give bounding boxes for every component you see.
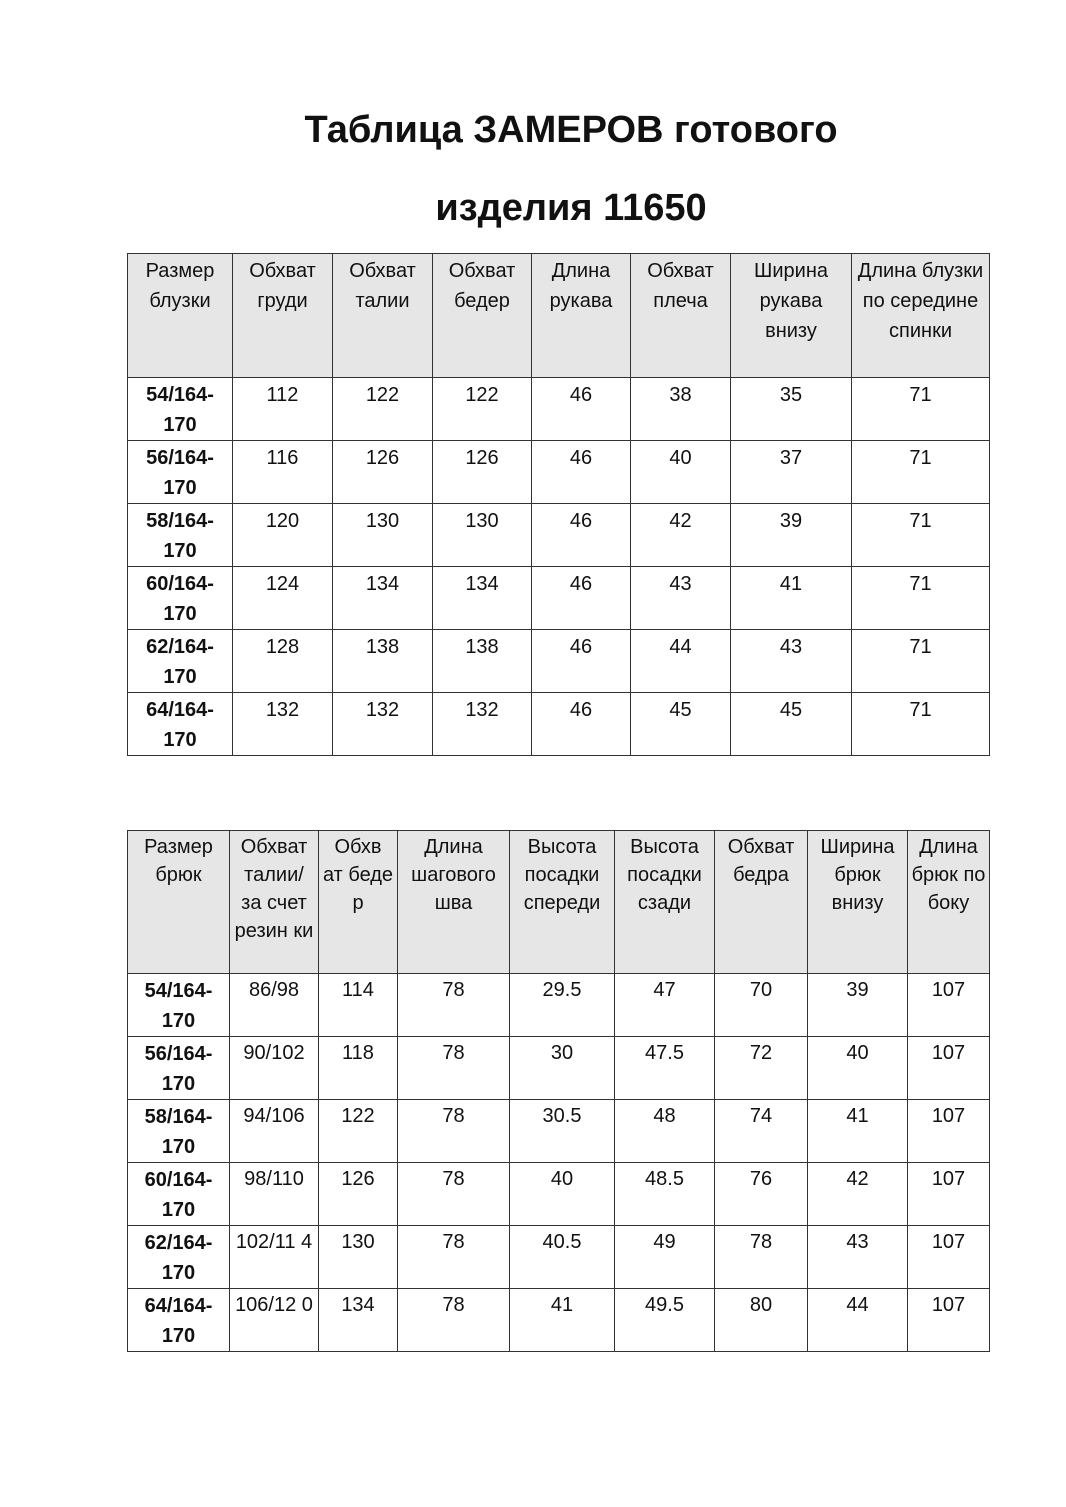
measurement-cell: 107 [908,1226,990,1289]
table-row [128,1289,990,1352]
column-header: Обхват талии/ за счет резин ки [230,831,319,974]
measurement-cell: 30.5 [510,1100,615,1163]
measurement-cell: 132 [333,693,433,756]
measurement-cell: 78 [715,1226,808,1289]
column-header: Размер блузки [128,254,233,378]
measurement-cell: 122 [319,1100,398,1163]
measurement-cell: 71 [852,693,990,756]
column-header: Ширина брюк внизу [808,831,908,974]
column-header: Обхв ат беде р [319,831,398,974]
measurement-cell: 138 [433,630,532,693]
measurement-cell: 132 [233,693,333,756]
measurement-cell: 43 [731,630,852,693]
table-row [128,504,990,567]
size-cell: 64/164-170 [128,693,233,756]
measurement-cell: 71 [852,441,990,504]
table-row [128,567,990,630]
measurement-cell: 126 [333,441,433,504]
measurement-cell: 128 [233,630,333,693]
column-header: Ширина рукава внизу [731,254,852,378]
table-row [128,441,990,504]
measurement-cell: 134 [333,567,433,630]
measurement-cell: 107 [908,1289,990,1352]
table-row [128,1226,990,1289]
measurement-cell: 41 [510,1289,615,1352]
measurement-cell: 48.5 [615,1163,715,1226]
column-header: Длина блузки по середине спинки [852,254,990,378]
measurement-cell: 130 [333,504,433,567]
measurement-cell: 118 [319,1037,398,1100]
column-header: Длина шагового шва [398,831,510,974]
measurement-cell: 78 [398,1037,510,1100]
measurement-cell: 107 [908,1163,990,1226]
measurement-cell: 30 [510,1037,615,1100]
measurement-cell: 78 [398,1226,510,1289]
measurement-cell: 132 [433,693,532,756]
trousers-table-header-row [128,831,990,974]
measurement-cell: 107 [908,1100,990,1163]
size-cell: 56/164-170 [128,1037,230,1100]
measurement-cell: 90/102 [230,1037,319,1100]
measurement-cell: 45 [631,693,731,756]
measurement-cell: 46 [532,693,631,756]
measurement-cell: 78 [398,1289,510,1352]
measurement-cell: 78 [398,1163,510,1226]
measurement-cell: 37 [731,441,852,504]
column-header: Обхват груди [233,254,333,378]
measurement-cell: 42 [808,1163,908,1226]
measurement-cell: 71 [852,567,990,630]
trousers-measurements-table [127,830,990,1352]
table-row [128,1100,990,1163]
measurement-cell: 44 [631,630,731,693]
measurement-cell: 71 [852,504,990,567]
measurement-cell: 126 [319,1163,398,1226]
measurement-cell: 116 [233,441,333,504]
size-cell: 62/164-170 [128,630,233,693]
measurement-cell: 46 [532,441,631,504]
measurement-cell: 47 [615,974,715,1037]
measurement-cell: 46 [532,378,631,441]
measurement-cell: 40 [510,1163,615,1226]
column-header: Длина рукава [532,254,631,378]
measurement-cell: 107 [908,974,990,1037]
measurement-cell: 80 [715,1289,808,1352]
measurement-cell: 42 [631,504,731,567]
blouse-table-header-row [128,254,990,378]
measurement-cell: 107 [908,1037,990,1100]
measurement-cell: 48 [615,1100,715,1163]
measurement-cell: 126 [433,441,532,504]
size-cell: 58/164-170 [128,504,233,567]
measurement-cell: 40 [808,1037,908,1100]
measurement-cell: 72 [715,1037,808,1100]
measurement-cell: 114 [319,974,398,1037]
measurement-cell: 46 [532,567,631,630]
measurement-cell: 94/106 [230,1100,319,1163]
measurement-cell: 49.5 [615,1289,715,1352]
measurement-cell: 98/110 [230,1163,319,1226]
measurement-cell: 134 [319,1289,398,1352]
column-header: Обхват бедра [715,831,808,974]
table-row [128,974,990,1037]
column-header: Обхват талии [333,254,433,378]
measurement-cell: 44 [808,1289,908,1352]
measurement-cell: 78 [398,974,510,1037]
table-row [128,630,990,693]
measurement-cell: 86/98 [230,974,319,1037]
size-cell: 60/164-170 [128,567,233,630]
measurement-cell: 38 [631,378,731,441]
column-header: Длина брюк по боку [908,831,990,974]
column-header: Высота посадки сзади [615,831,715,974]
measurement-cell: 120 [233,504,333,567]
measurement-cell: 76 [715,1163,808,1226]
measurement-cell: 70 [715,974,808,1037]
measurement-cell: 40.5 [510,1226,615,1289]
measurement-cell: 41 [731,567,852,630]
table-row [128,378,990,441]
measurement-cell: 43 [808,1226,908,1289]
size-cell: 58/164-170 [128,1100,230,1163]
measurement-cell: 78 [398,1100,510,1163]
measurement-cell: 130 [319,1226,398,1289]
column-header: Обхват плеча [631,254,731,378]
document-title-line-1: Таблица ЗАМЕРОВ готового [304,109,838,151]
measurement-cell: 138 [333,630,433,693]
measurement-cell: 46 [532,504,631,567]
column-header: Высота посадки спереди [510,831,615,974]
column-header: Размер брюк [128,831,230,974]
measurement-cell: 122 [433,378,532,441]
size-cell: 54/164-170 [128,378,233,441]
size-cell: 56/164-170 [128,441,233,504]
size-cell: 64/164-170 [128,1289,230,1352]
measurement-cell: 112 [233,378,333,441]
measurement-cell: 71 [852,630,990,693]
measurement-cell: 49 [615,1226,715,1289]
column-header: Обхват бедер [433,254,532,378]
measurement-cell: 106/12 0 [230,1289,319,1352]
measurement-cell: 39 [808,974,908,1037]
size-cell: 60/164-170 [128,1163,230,1226]
table-row [128,1037,990,1100]
measurement-cell: 124 [233,567,333,630]
measurement-cell: 71 [852,378,990,441]
measurement-cell: 134 [433,567,532,630]
measurement-cell: 39 [731,504,852,567]
document-title-line-2: изделия 11650 [435,187,707,229]
measurement-cell: 35 [731,378,852,441]
measurement-cell: 74 [715,1100,808,1163]
measurement-cell: 29.5 [510,974,615,1037]
measurement-cell: 47.5 [615,1037,715,1100]
table-row [128,1163,990,1226]
measurement-cell: 122 [333,378,433,441]
measurement-cell: 102/11 4 [230,1226,319,1289]
measurement-cell: 46 [532,630,631,693]
size-cell: 62/164-170 [128,1226,230,1289]
measurement-cell: 40 [631,441,731,504]
size-cell: 54/164-170 [128,974,230,1037]
measurement-cell: 45 [731,693,852,756]
measurement-cell: 130 [433,504,532,567]
measurement-cell: 43 [631,567,731,630]
table-row [128,693,990,756]
blouse-measurements-table [127,253,990,756]
measurement-cell: 41 [808,1100,908,1163]
